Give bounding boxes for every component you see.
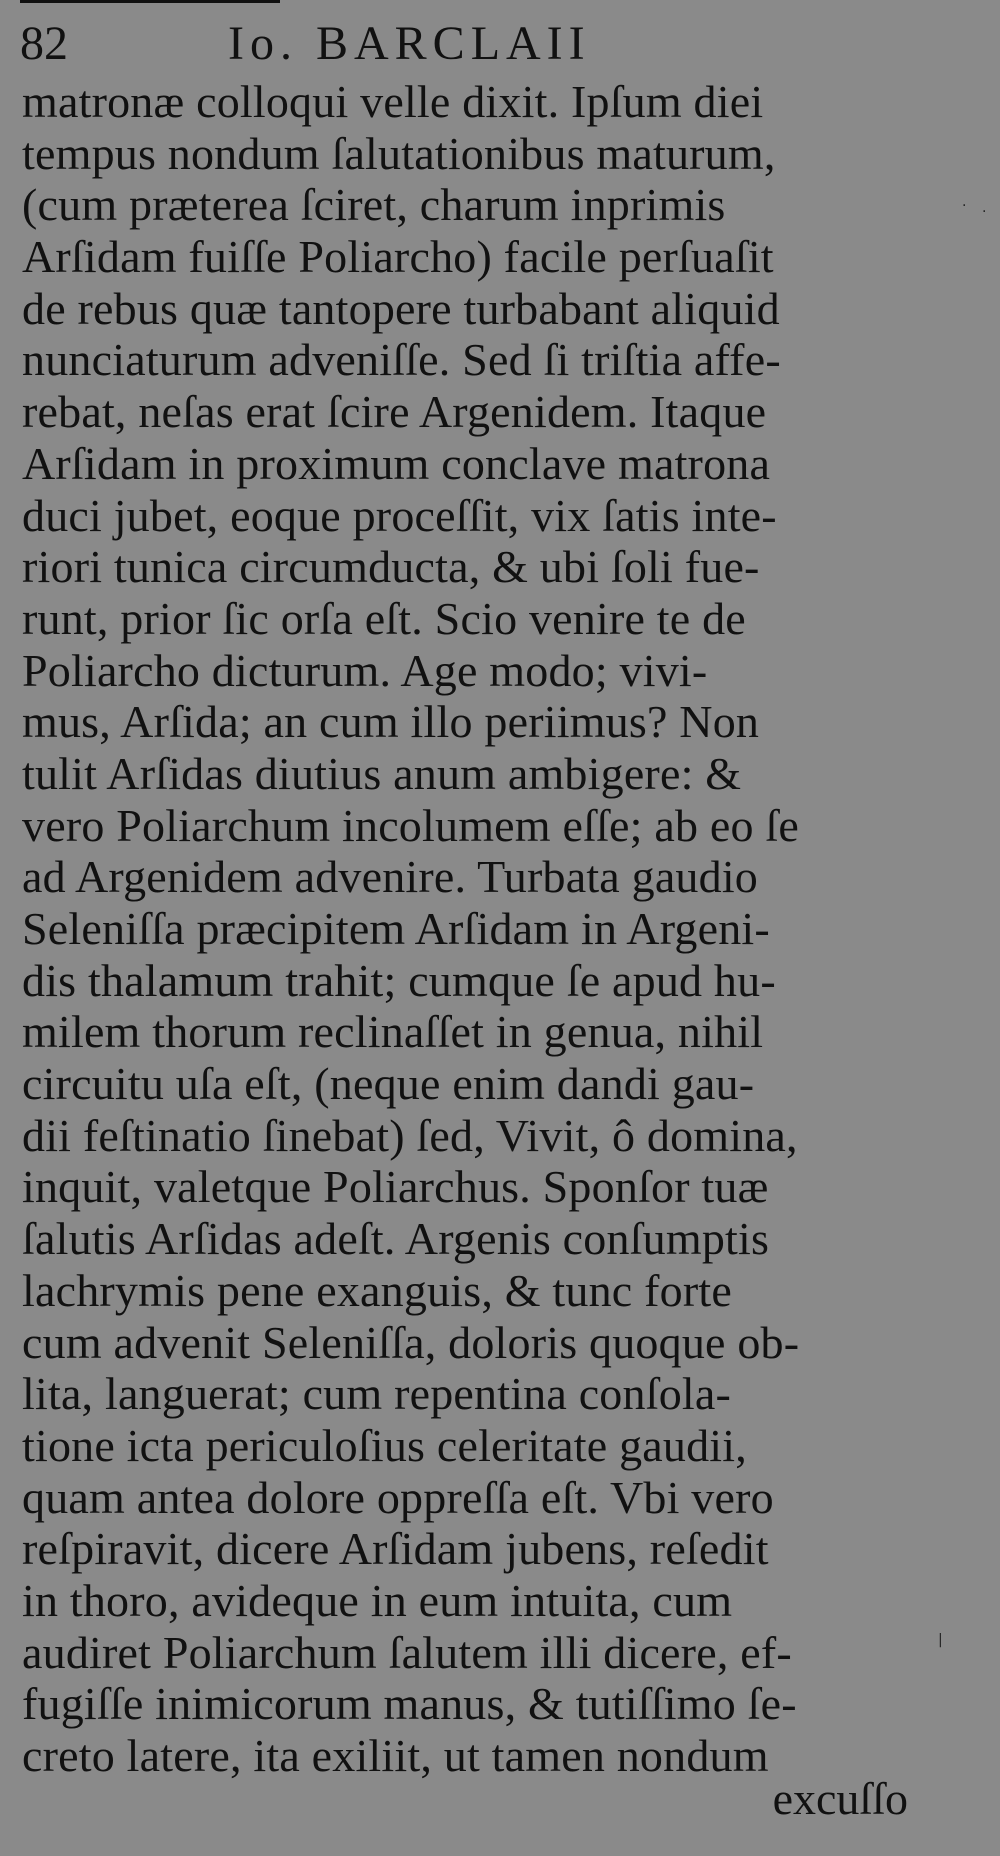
text-line: in thoro, avideque in eum intuita, cum bbox=[22, 1574, 733, 1626]
text-line: rebat, neſas erat ſcire Argenidem. Itaque bbox=[22, 386, 767, 438]
margin-speck: | bbox=[938, 1632, 943, 1648]
text-line: de rebus quæ tantopere turbabant aliquid bbox=[22, 282, 780, 334]
text-line: mus, Arſida; an cum illo periimus? Non bbox=[22, 696, 760, 748]
text-line: duci jubet, eoque proceſſit, vix ſatis inte- bbox=[22, 489, 777, 541]
margin-speck: · bbox=[982, 204, 987, 220]
text-line: tempus nondum ſalutationibus maturum, bbox=[22, 127, 776, 179]
text-line: tulit Arſidas diutius anum ambigere: & bbox=[22, 747, 742, 799]
text-line: Seleniſſa præcipitem Arſidam in Argeni- bbox=[22, 903, 770, 954]
top-rule bbox=[20, 0, 280, 3]
catchword: excuſſo bbox=[772, 1773, 908, 1824]
text-line: dii feſtinatio ſinebat) ſed, Vivit, ô domina, bbox=[22, 1109, 798, 1161]
text-line: (cum præterea ſciret, charum inprimis bbox=[22, 179, 726, 231]
body-text bbox=[22, 76, 902, 1782]
text-line: milem thorum reclinaſſet in genua, nihil bbox=[22, 1006, 764, 1058]
text-line: runt, prior ſic orſa eſt. Scio venire te de bbox=[22, 592, 746, 644]
text-line: lita, languerat; cum repentina conſola- bbox=[22, 1368, 732, 1420]
text-line: nunciaturum adveniſſe. Sed ſi triſtia affe- bbox=[22, 334, 781, 386]
text-line: Poliarcho dicturum. Age modo; vivi- bbox=[22, 644, 708, 696]
text-line: fugiſſe inimicorum manus, & tutiſſimo ſe- bbox=[22, 1678, 797, 1730]
text-line: quam antea dolore oppreſſa eſt. Vbi vero bbox=[22, 1471, 774, 1523]
text-line: riori tunica circumducta, & ubi ſoli fue- bbox=[22, 541, 760, 593]
text-line: matronæ colloqui velle dixit. Ipſum diei bbox=[22, 76, 764, 127]
text-line: reſpiravit, dicere Arſidam jubens, reſedit bbox=[22, 1523, 769, 1575]
text-line: creto latere, ita exiliit, ut tamen nondum bbox=[22, 1730, 769, 1781]
text-line: lachrymis pene exanguis, & tunc forte bbox=[22, 1264, 732, 1316]
text-line: inquit, valetque Poliarchus. Sponſor tuæ bbox=[22, 1161, 769, 1213]
text-line: Arſidam fuiſſe Poliarcho) facile perſuaſit bbox=[22, 231, 774, 283]
text-line: cum advenit Seleniſſa, doloris quoque ob- bbox=[22, 1316, 800, 1368]
text-line: ad Argenidem advenire. Turbata gaudio bbox=[22, 851, 759, 903]
text-line: ſalutis Arſidas adeſt. Argenis conſumptis bbox=[22, 1213, 770, 1265]
text-line: audiret Poliarchum ſalutem illi dicere, ef- bbox=[22, 1626, 792, 1678]
text-line: dis thalamum trahit; cumque ſe apud hu- bbox=[22, 954, 776, 1006]
text-line: circuitu uſa eſt, (neque enim dandi gau- bbox=[22, 1058, 755, 1110]
text-line: tione icta periculoſius celeritate gaudii, bbox=[22, 1419, 747, 1471]
text-line: Arſidam in proximum conclave matrona bbox=[22, 437, 771, 489]
running-title: Io. BARCLAII bbox=[228, 17, 591, 70]
margin-speck: · bbox=[962, 198, 967, 214]
page-number: 82 bbox=[20, 17, 68, 70]
text-line: vero Poliarchum incolumem eſſe; ab eo ſe bbox=[22, 799, 799, 851]
running-head bbox=[20, 14, 920, 74]
